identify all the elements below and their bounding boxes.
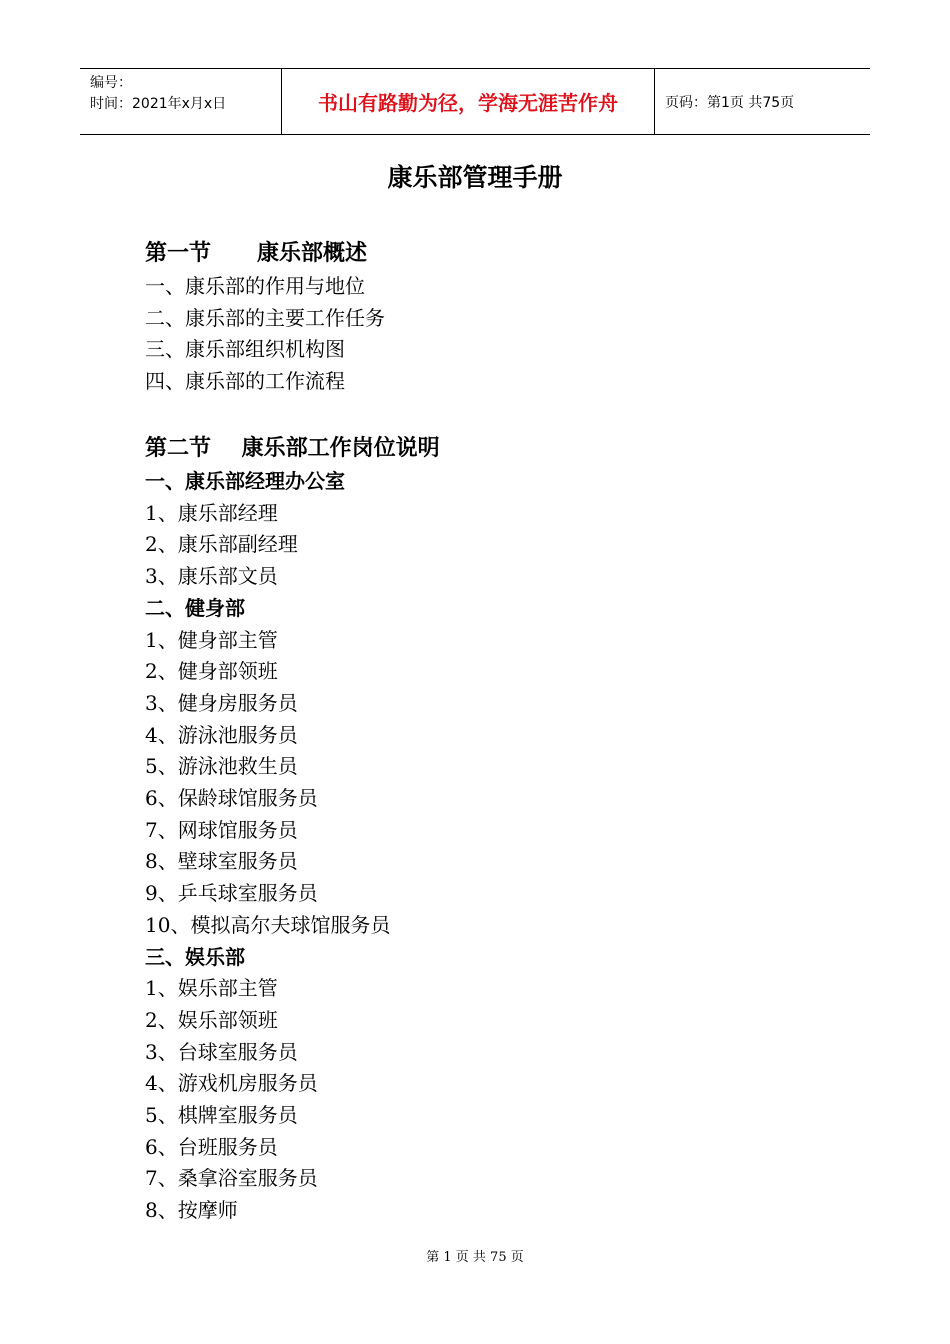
header-table — [80, 68, 870, 135]
list-item: 4、游泳池服务员 — [145, 722, 298, 747]
header-motto: 书山有路勤为径，学海无涯苦作舟 — [282, 69, 655, 134]
list-item: 1、康乐部经理 — [145, 500, 278, 525]
header-page-info: 页码：第1页 共75页 — [665, 94, 795, 111]
header-meta — [80, 69, 282, 134]
list-item: 2、娱乐部领班 — [145, 1007, 278, 1032]
section2-title: 第二节 康乐部工作岗位说明 — [145, 436, 440, 461]
list-item: 3、健身房服务员 — [145, 690, 298, 715]
list-item: 10、模拟高尔夫球馆服务员 — [145, 912, 391, 937]
subsection-heading: 三、娱乐部 — [145, 944, 245, 969]
list-item: 1、娱乐部主管 — [145, 976, 278, 1001]
list-item: 3、康乐部文员 — [145, 564, 278, 589]
list-item: 8、壁球室服务员 — [145, 849, 298, 874]
number-label: 编号： — [90, 75, 132, 91]
document-title: 康乐部管理手册 — [387, 163, 563, 192]
list-item: 5、游泳池救生员 — [145, 754, 298, 779]
page-footer: 第 1 页 共 75 页 — [426, 1250, 524, 1265]
list-item: 四、康乐部的工作流程 — [145, 369, 345, 394]
list-item: 8、按摩师 — [145, 1198, 238, 1223]
list-item: 2、健身部领班 — [145, 659, 278, 684]
list-item: 4、游戏机房服务员 — [145, 1071, 318, 1096]
list-item: 9、乒乓球室服务员 — [145, 881, 318, 906]
section1-title: 第一节 康乐部概述 — [145, 241, 367, 266]
list-item: 6、台班服务员 — [145, 1134, 278, 1159]
list-item: 一、康乐部的作用与地位 — [145, 274, 365, 298]
subsection-heading: 二、健身部 — [145, 595, 245, 620]
list-item: 5、棋牌室服务员 — [145, 1103, 298, 1127]
subsection-heading: 一、康乐部经理办公室 — [145, 469, 345, 493]
time-label: 时间：2021年x月x日 — [90, 96, 227, 112]
list-item: 2、康乐部副经理 — [145, 532, 298, 557]
list-item: 三、康乐部组织机构图 — [145, 337, 345, 362]
list-item: 二、康乐部的主要工作任务 — [145, 305, 385, 330]
list-item: 7、桑拿浴室服务员 — [145, 1166, 318, 1191]
list-item: 1、健身部主管 — [145, 627, 278, 652]
list-item: 3、台球室服务员 — [145, 1039, 298, 1064]
list-item: 6、保龄球馆服务员 — [145, 786, 318, 810]
list-item: 7、网球馆服务员 — [145, 817, 298, 842]
